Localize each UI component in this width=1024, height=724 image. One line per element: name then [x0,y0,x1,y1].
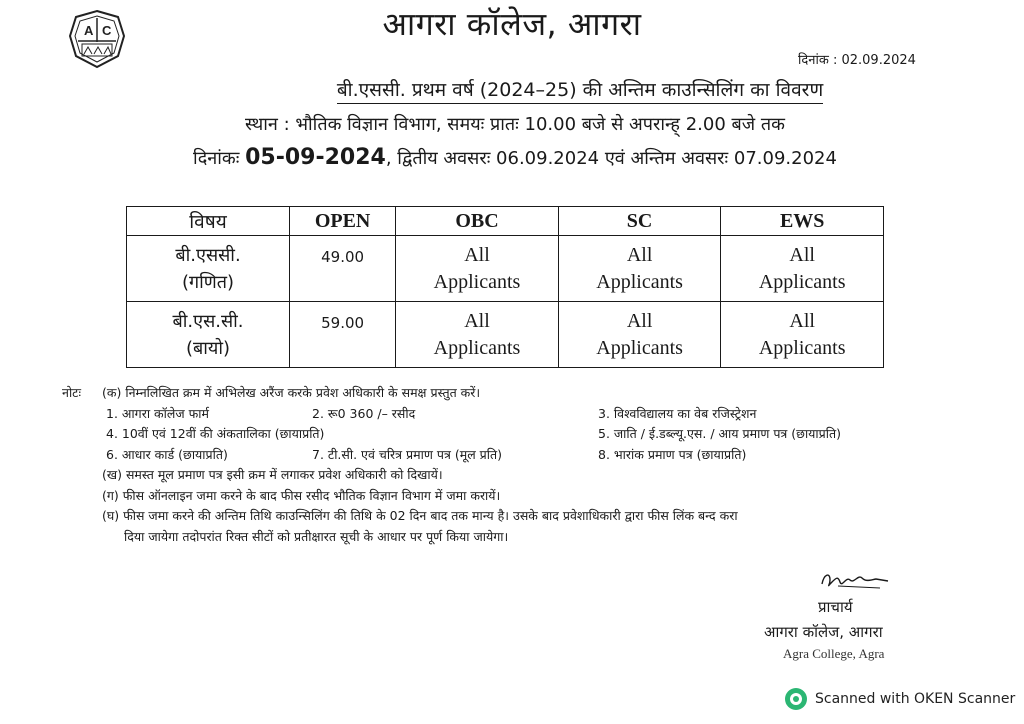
note-item-7: 7. टी.सी. एवं चरित्र प्रमाण पत्र (मूल प्रति) [312,446,503,462]
cutoff-table [126,206,884,368]
open-cutoff: 59.00 [290,302,396,368]
sc-line2: Applicants [596,336,683,359]
note-gh-text-2: दिया जायेगा तदोपरांत रिक्त सीटों को प्रतीक्षारत सूची के आधार पर पूर्ण किया जायेगा। [124,528,509,544]
header-subject: विषय [127,207,290,236]
note-k [62,383,962,404]
signatory-designation: प्राचार्य [818,598,853,616]
note-item-5: 5. जाति / ई.डब्ल्यू.एस. / आय प्रमाण पत्र (छायाप्रति) [598,426,842,441]
venue-line: स्थान : भौतिक विज्ञान विभाग, समयः प्रातः 10.00 बजे से अपरान्ह् 2.00 बजे तक [245,114,785,135]
note-gh-2 [62,527,962,548]
dates-line [0,145,1024,170]
sc-line1: All [626,309,653,332]
subject-name: बी.एस.सी. [172,310,244,332]
sc-cell [558,236,721,302]
note-gh-text-1: (घ) फीस जमा करने की अन्तिम तिथि काउन्सिलिंग की तिथि के 02 दिन बाद तक मान्य है। उसके बाद प्रवेशाधिकारी द्वारा फीस लिंक बन्द करा [102,508,738,523]
sc-line1: All [626,243,653,266]
dates-rest: , द्वितीय अवसरः 06.09.2024 एवं अन्तिम अवसरः 07.09.2024 [385,148,837,169]
note-item-6: 6. आधार कार्ड (छायाप्रति) [106,446,228,462]
obc-cell [396,236,559,302]
obc-line2: Applicants [433,336,521,359]
note-kh [62,465,962,486]
obc-line1: All [464,309,490,332]
note-k-text: (क) निम्नलिखित क्रम में अभिलेख अरैंज करके प्रवेश अधिकारी के समक्ष प्रस्तुत करें। [102,385,481,400]
note-item-4: 4. 10वीं एवं 12वीं की अंकतालिका (छायाप्रति) [106,426,325,441]
college-stamp: Agra College, Agra [783,646,885,661]
note-items-row-1 [62,404,962,425]
note-items-row-2 [62,424,962,445]
sc-cell [558,302,721,368]
note-item-1: 1. आगरा कॉलेज फार्म [106,405,209,421]
logo-letter-a: A [84,23,94,38]
header-ews: EWS [721,207,884,236]
table-row [127,302,884,368]
subject-branch: (गणित) [181,271,235,293]
note-items-row-3 [62,445,962,466]
college-title: आगरा कॉलेज, आगरा [382,5,642,43]
table-header-row [127,207,884,236]
ews-line2: Applicants [758,336,846,359]
note-g-text: (ग) फीस ऑनलाइन जमा करने के बाद फीस रसीद भौतिक विज्ञान विभाग में जमा करायें। [102,487,501,503]
note-g [62,486,962,507]
subject-cell [127,302,290,368]
issue-date: दिनांक : 02.09.2024 [798,53,916,68]
scanner-watermark [785,688,1015,710]
subject-name: बी.एससी. [175,244,241,266]
ews-line2: Applicants [758,270,846,293]
table-row [127,236,884,302]
notes-section [62,383,962,547]
subtitle-text: बी.एससी. प्रथम वर्ष (2024–25) की अन्तिम काउन्सिलिंग का विवरण [337,79,823,104]
sc-line2: Applicants [596,270,683,293]
signature-scrawl [818,566,892,594]
obc-line2: Applicants [433,270,521,293]
note-item-8: 8. भारांक प्रमाण पत्र (छायाप्रति) [598,446,747,462]
note-kh-text: (ख) समस्त मूल प्रमाण पत्र इसी क्रम में लगाकर प्रवेश अधिकारी को दिखायें। [102,467,443,482]
notes-label: नोटः [62,385,82,400]
ews-cell [721,302,884,368]
header-sc: SC [558,207,721,236]
subject-branch: (बायो) [185,337,231,359]
open-cutoff: 49.00 [290,236,396,302]
scanner-watermark-text: Scanned with OKEN Scanner [815,691,1016,707]
note-item-3: 3. विश्वविद्यालय का वेब रजिस्ट्रेशन [598,405,757,421]
header-obc: OBC [396,207,559,236]
dates-prefix: दिनांकः [193,148,240,169]
oken-scanner-icon [785,688,807,710]
subject-cell [127,236,290,302]
document-subtitle [0,76,1024,102]
logo-letter-c: C [102,23,112,38]
ews-line1: All [789,243,815,266]
obc-line1: All [464,243,490,266]
obc-cell [396,302,559,368]
signatory-college: आगरा कॉलेज, आगरा [764,623,883,641]
note-gh-1 [62,506,962,527]
ews-cell [721,236,884,302]
ews-line1: All [789,309,815,332]
note-item-2: 2. रू0 360 /– रसीद [312,405,416,421]
dates-main: 05-09-2024 [245,145,386,170]
header-open: OPEN [290,207,396,236]
